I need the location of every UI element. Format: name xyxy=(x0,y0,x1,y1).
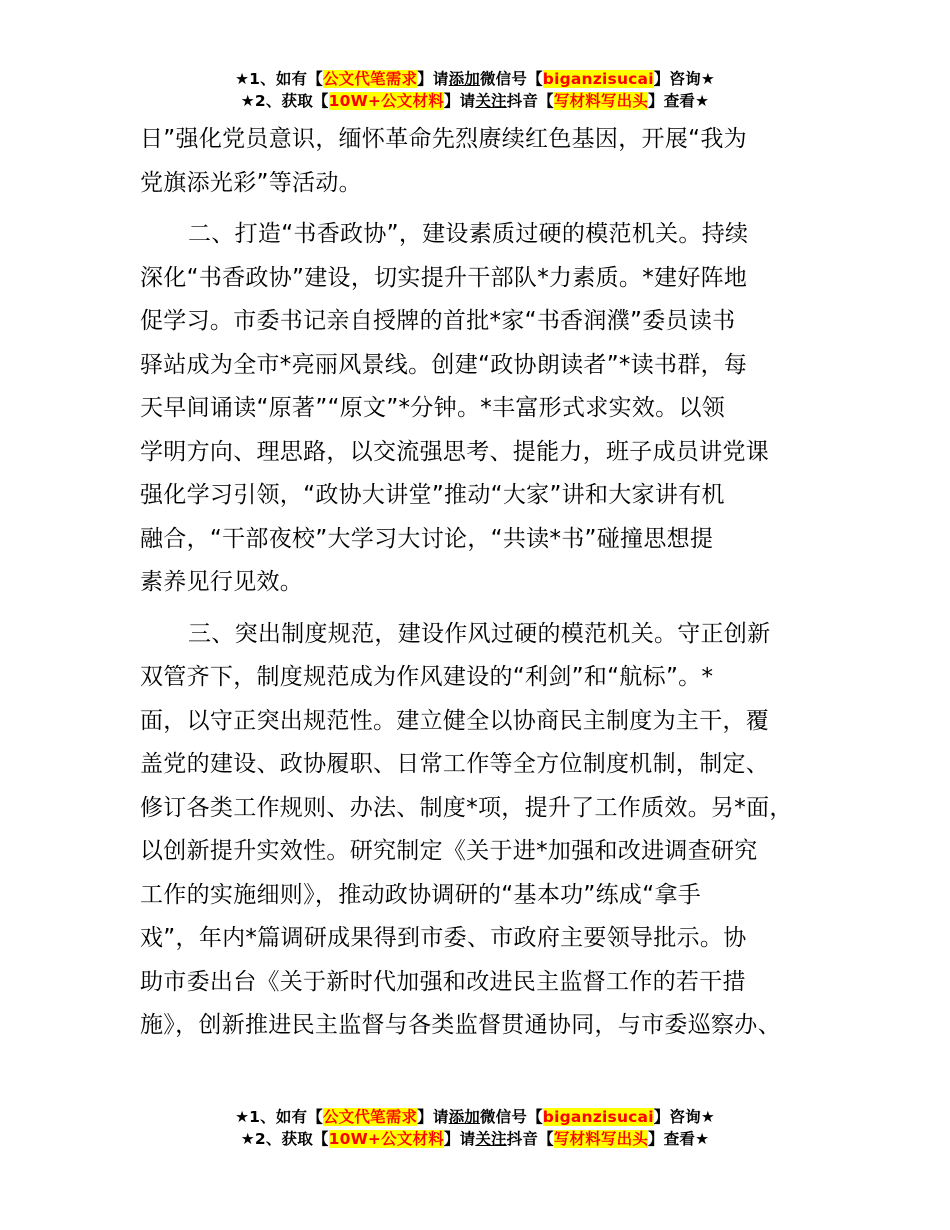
banner-text: 抖音【 xyxy=(506,1130,554,1148)
banner-highlight: biganzisucai xyxy=(542,1108,654,1126)
banner-highlight: 写材料写出头 xyxy=(553,92,649,110)
banner-text: 微信号【 xyxy=(479,70,543,88)
text-line: 天早间诵读“原著”“原文”*分钟。*丰富形式求实效。以领 xyxy=(140,395,726,421)
banner-highlight: 公文代笔需求 xyxy=(322,70,418,88)
text-line: 素养见行见效。 xyxy=(140,569,304,595)
header-banner xyxy=(0,68,950,112)
text-line: 学明方向、理思路，以交流强思考、提能力，班子成员讲党课 xyxy=(140,438,770,465)
text-line: 双管齐下，制度规范成为作风建设的“利剑”和“航标”。* xyxy=(140,664,714,690)
banner-text: 】查看★ xyxy=(648,1130,710,1148)
text-line: 三、突出制度规范，建设作风过硬的模范机关。守正创新 xyxy=(188,620,771,647)
text-line: 助市委出台《关于新时代加强和改进民主监督工作的若干措 xyxy=(140,968,746,995)
banner-highlight: biganzisucai xyxy=(542,70,654,88)
text-line: 工作的实施细则》，推动政协调研的“基本功”练成“拿手 xyxy=(140,881,702,908)
banner-highlight: 10W+公文材料 xyxy=(328,1130,444,1148)
footer-banner xyxy=(0,1106,950,1150)
text-line: 深化“书香政协”建设，切实提升干部队*力素质。*建好阵地 xyxy=(140,264,748,291)
text-line: 党旗添光彩”等活动。 xyxy=(140,169,362,196)
text-line: 面，以守正突出规范性。建立健全以协商民主制度为主干，覆 xyxy=(140,707,770,734)
document-body xyxy=(140,118,840,1048)
text-line: 戏”，年内*篇调研成果得到市委、市政府主要领导批示。协 xyxy=(140,925,747,951)
banner-text: ★1、如有【 xyxy=(235,70,323,88)
banner-line-2 xyxy=(0,90,950,112)
banner-highlight: 公文代笔需求 xyxy=(322,1108,418,1126)
banner-text: ★2、获取【 xyxy=(240,92,329,110)
banner-text: 抖音【 xyxy=(506,92,554,110)
banner-highlight: 10W+公文材料 xyxy=(328,92,444,110)
banner-text: 】请 xyxy=(443,92,476,110)
paragraph-1 xyxy=(140,118,840,205)
banner-text: 微信号【 xyxy=(479,1108,543,1126)
text-line: 修订各类工作规则、办法、制度*项，提升了工作质效。另*面， xyxy=(140,794,793,821)
text-line: 盖党的建设、政协履职、日常工作等全方位制度机制，制定、 xyxy=(140,751,770,777)
banner-text: ★1、如有【 xyxy=(235,1108,323,1126)
banner-text: ★2、获取【 xyxy=(240,1130,329,1148)
banner-line-1 xyxy=(0,68,950,90)
banner-line-1 xyxy=(0,1106,950,1128)
banner-text: 】请 xyxy=(443,1130,476,1148)
text-line: 以创新提升实效性。研究制定《关于进*加强和改进调查研究 xyxy=(140,838,758,864)
text-line: 驿站成为全市*亮丽风景线。创建“政协朗读者”*读书群，每 xyxy=(140,351,748,378)
text-line: 施》，创新推进民主监督与各类监督贯通协同，与市委巡察办、 xyxy=(140,1012,781,1038)
banner-underlined-text: 添加 xyxy=(448,1108,480,1126)
banner-text: 】查看★ xyxy=(648,92,710,110)
paragraph-3 xyxy=(140,613,840,1048)
banner-highlight: 写材料写出头 xyxy=(553,1130,649,1148)
banner-underlined-text: 添加 xyxy=(448,70,480,88)
text-line: 二、打造“书香政协”，建设素质过硬的模范机关。持续 xyxy=(188,221,749,247)
paragraph-2 xyxy=(140,213,840,605)
banner-underlined-text: 关注 xyxy=(475,1130,507,1148)
banner-line-2 xyxy=(0,1128,950,1150)
text-line: 强化学习引领，“政协大讲堂”推动“大家”讲和大家讲有机 xyxy=(140,482,725,508)
banner-underlined-text: 关注 xyxy=(475,92,507,110)
banner-text: 】咨询★ xyxy=(653,1108,715,1126)
text-line: 日”强化党员意识，缅怀革命先烈赓续红色基因，开展“我为 xyxy=(140,126,747,152)
banner-text: 】请 xyxy=(417,70,449,88)
banner-text: 】请 xyxy=(417,1108,449,1126)
text-line: 融合，“干部夜校”大学习大讨论，“共读*书”碰撞思想提 xyxy=(140,525,714,552)
text-line: 促学习。市委书记亲自授牌的首批*家“书香润濮”委员读书 xyxy=(140,308,736,334)
banner-text: 】咨询★ xyxy=(653,70,715,88)
